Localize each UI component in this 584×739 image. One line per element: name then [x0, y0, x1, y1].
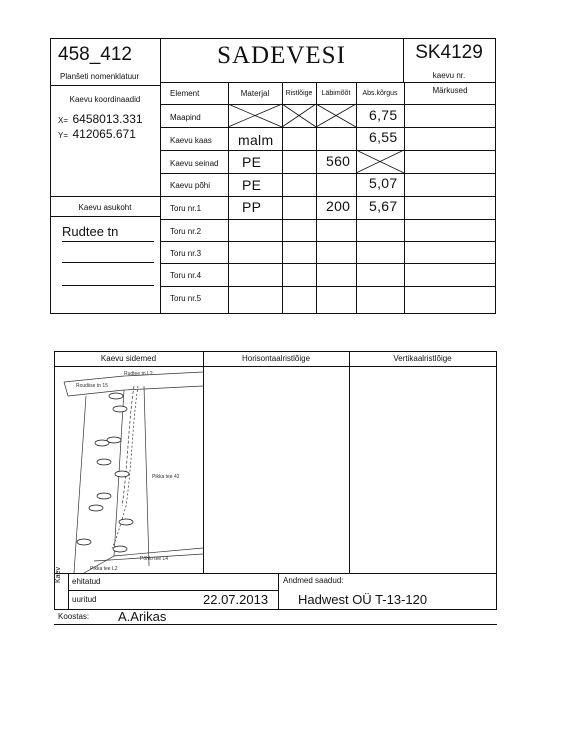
header-material: Materjal: [240, 89, 270, 98]
header-element: Element: [170, 89, 200, 98]
header-diameter: Läbimõõt: [321, 90, 351, 97]
row-diameter: 200: [326, 198, 351, 214]
built-label: ehitatud: [72, 577, 101, 586]
header-cross-section: Ristlõige: [285, 90, 313, 97]
connections-map: [54, 366, 203, 573]
map-street-b: Pikka tee 42: [152, 474, 180, 480]
x-label: X=: [58, 116, 69, 125]
connections-label: Kaevu sidemed: [100, 354, 157, 363]
horizontal-section-label: Horisontaalristlõige: [241, 354, 311, 363]
row-height: 6,75: [369, 107, 398, 123]
row-material: PP: [242, 199, 262, 215]
row-material: malm: [238, 132, 274, 148]
map-street-d: Pikka tee L2: [90, 566, 118, 572]
row-diameter: 560: [326, 153, 351, 169]
data-source-value: Hadwest OÜ T-13-120: [298, 592, 428, 607]
location-value: Rudtee tn: [62, 224, 119, 239]
row-material: PE: [242, 177, 262, 193]
row-element: Kaevu seinad: [170, 158, 219, 168]
author-label: Koostas:: [58, 612, 90, 621]
x-value: 6458013.331: [72, 112, 143, 126]
row-element: Toru nr.5: [170, 293, 202, 303]
vertical-section-label: Vertikaalristlõige: [393, 354, 452, 363]
header-abs-height: Abs.kõrgus: [362, 90, 398, 97]
sheet-number: 458_412: [58, 44, 132, 65]
row-height: 5,67: [369, 198, 398, 214]
well-id-label: kaevu nr.: [432, 71, 466, 80]
row-height: 6,55: [369, 129, 398, 145]
row-height: 5,07: [369, 175, 398, 191]
row-element: Maapind: [170, 112, 201, 122]
row-element: Kaevu põhi: [170, 180, 211, 190]
data-source-label: Andmed saadud:: [283, 576, 344, 585]
well-id: SK4129: [415, 42, 483, 63]
location-label: Kaevu asukoht: [78, 203, 132, 212]
sheet-label: Planšeti nomenklatuur: [60, 72, 140, 81]
surveyed-date: 22.07.2013: [203, 592, 269, 607]
header-notes: Märkused: [432, 85, 468, 95]
page-title: SADEVESI: [217, 42, 346, 69]
map-street-a: Roudiise tn 15: [76, 383, 108, 389]
row-element: Toru nr.3: [170, 248, 202, 258]
surveyed-label: uuritud: [72, 595, 97, 604]
row-element: Toru nr.1: [170, 203, 202, 213]
map-street-c: Põhlo tee L4: [140, 556, 169, 562]
y-label: Y=: [58, 131, 69, 140]
row-element: Toru nr.4: [170, 270, 202, 280]
well-side-label: Kaev: [55, 567, 62, 583]
y-value: 412065.671: [72, 127, 136, 141]
row-element: Kaevu kaas: [170, 135, 212, 145]
author-value: A.Arikas: [118, 609, 167, 624]
row-element: Toru nr.2: [170, 226, 202, 236]
coordinates-label: Kaevu koordinaadid: [69, 95, 141, 104]
row-material: PE: [242, 154, 262, 170]
map-street-e: Rudtee tn L2: [124, 371, 153, 377]
